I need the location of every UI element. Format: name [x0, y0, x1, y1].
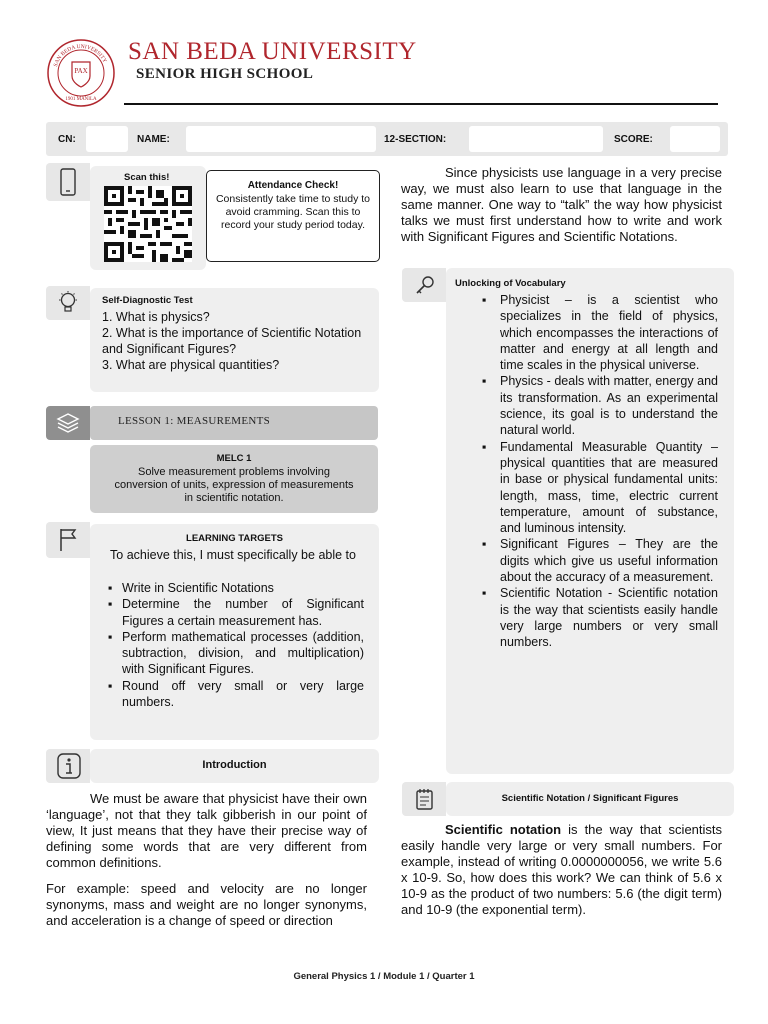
layers-tab	[46, 406, 90, 440]
svg-text:PAX: PAX	[74, 67, 88, 75]
introduction-title: Introduction	[202, 759, 267, 771]
learning-target-item: ▪ Write in Scientific Notations	[106, 580, 364, 596]
sci-notation-paragraph	[401, 822, 722, 918]
flag-icon	[58, 527, 80, 553]
self-diagnostic-title: Self-Diagnostic Test	[102, 295, 193, 306]
lesson-title: LESSON 1: MEASUREMENTS	[90, 406, 378, 440]
qr-code[interactable]	[104, 186, 192, 262]
vocabulary-panel	[446, 268, 734, 774]
learning-targets-panel	[90, 524, 379, 740]
diagnostic-question: 2. What is the importance of Scientific Notation and Significant Figures?	[102, 326, 362, 356]
self-diagnostic-panel	[90, 288, 379, 392]
name-label: NAME:	[137, 134, 170, 145]
melc-panel	[90, 445, 378, 513]
learning-target-item: ▪ Determine the number of Significant Figures a certain measurement has.	[106, 596, 364, 629]
melc-text: Solve measurement problems involving conversion of units, expression of measurements in scientific notation.	[114, 466, 354, 504]
flag-tab	[46, 522, 90, 558]
vocabulary-item: ▪ Fundamental Measurable Quantity – physical quantities that are measured in base or physical fundamental units: length, mass, time, electric current temperature, amount of substance, and luminous intensity.	[480, 439, 718, 537]
phone-icon	[59, 168, 77, 196]
vocabulary-item: ▪ Physicist – is a scientist who specializes in the field of physics, which encompasses the interactions of matter and energy at all length and time scales in the physical universe.	[480, 292, 718, 373]
learning-targets-intro: To achieve this, I must specifically be able to	[110, 548, 356, 562]
attendance-check-box	[206, 170, 380, 262]
introduction-header	[90, 749, 379, 783]
learning-targets-title: LEARNING TARGETS	[186, 533, 283, 544]
key-icon	[414, 274, 436, 296]
sci-notation-header	[446, 782, 734, 816]
introduction-paragraph: We must be aware that physicist have their own ‘language’, not that they talk gibberish in our point of view, It just means that they have their precise way of defining some words that are very different from common definitions.	[46, 791, 367, 870]
introduction-paragraph: For example: speed and velocity are no longer synonyms, mass and weight are no longer synonyms, and acceleration is a change of speed or direction	[46, 881, 367, 928]
header-divider	[124, 103, 718, 105]
section-label: 12-SECTION:	[384, 134, 447, 145]
sci-notation-term: Scientific notation	[445, 822, 562, 837]
vocabulary-item: ▪ Physics - deals with matter, energy and its transformation. As an experimental science, its goal is to understand the natural world.	[480, 373, 718, 438]
school-name: SENIOR HIGH SCHOOL	[136, 66, 314, 82]
cn-field[interactable]	[86, 126, 128, 152]
phone-tab	[46, 163, 90, 201]
section-field[interactable]	[469, 126, 603, 152]
scan-label: Scan this!	[124, 172, 170, 183]
diagnostic-question: 3. What are physical quantities?	[102, 358, 280, 372]
page-footer: General Physics 1 / Module 1 / Quarter 1	[293, 971, 475, 982]
melc-label: MELC 1	[216, 453, 252, 464]
right-intro-paragraph: Since physicists use language in a very precise way, we must also learn to use that language in the same manner. One way to “talk” the way how physicist talks we must first understand how to write and work with Significant Figures and Scientific Notations.	[401, 165, 722, 244]
university-seal-logo	[46, 38, 116, 108]
sci-notation-title: Scientific Notation / Significant Figures	[501, 793, 679, 804]
lightbulb-icon	[58, 290, 78, 316]
name-field[interactable]	[186, 126, 376, 152]
learning-target-item: ▪ Round off very small or very large numbers.	[106, 678, 364, 711]
lightbulb-tab	[46, 286, 90, 320]
university-name: SAN BEDA UNIVERSITY	[128, 38, 417, 65]
diagnostic-question: 1. What is physics?	[102, 310, 210, 324]
layers-icon	[56, 412, 80, 434]
vocabulary-item: ▪ Significant Figures – They are the digits which give us useful information about the accuracy of a measurement.	[480, 536, 718, 585]
info-tab	[46, 749, 90, 783]
svg-text:SAN BEDA UNIVERSITY: SAN BEDA UNIVERSITY	[52, 43, 108, 68]
notepad-tab	[402, 782, 446, 816]
cn-label: CN:	[58, 134, 76, 145]
learning-target-item: ▪ Perform mathematical processes (addition, subtraction, division, and multiplication) with Significant Figures.	[106, 629, 364, 678]
sci-notation-body: is the way that scientists easily handle very large or very small numbers. For example, instead of writing 0.0000000056, we write 5.6 x 10-9. So, how does this work? We can think of 5.6 x 10-9 as the product of two numbers: 5.6 (the digit term) and 10-9 (the exponential term).	[401, 822, 723, 917]
vocabulary-title: Unlocking of Vocabulary	[455, 278, 566, 289]
notepad-icon	[414, 787, 436, 811]
info-icon	[56, 752, 82, 780]
svg-text:1901 MANILA: 1901 MANILA	[65, 97, 97, 102]
vocabulary-item: ▪ Scientific Notation - Scientific notation is the way that scientists easily handle very large numbers or very small numbers.	[480, 585, 718, 650]
attendance-body: Consistently take time to study to avoid cramming. Scan this to record your study period today.	[215, 193, 371, 231]
score-field[interactable]	[670, 126, 720, 152]
key-tab	[402, 268, 446, 302]
score-label: SCORE:	[614, 134, 653, 145]
attendance-title: Attendance Check!	[247, 180, 339, 191]
